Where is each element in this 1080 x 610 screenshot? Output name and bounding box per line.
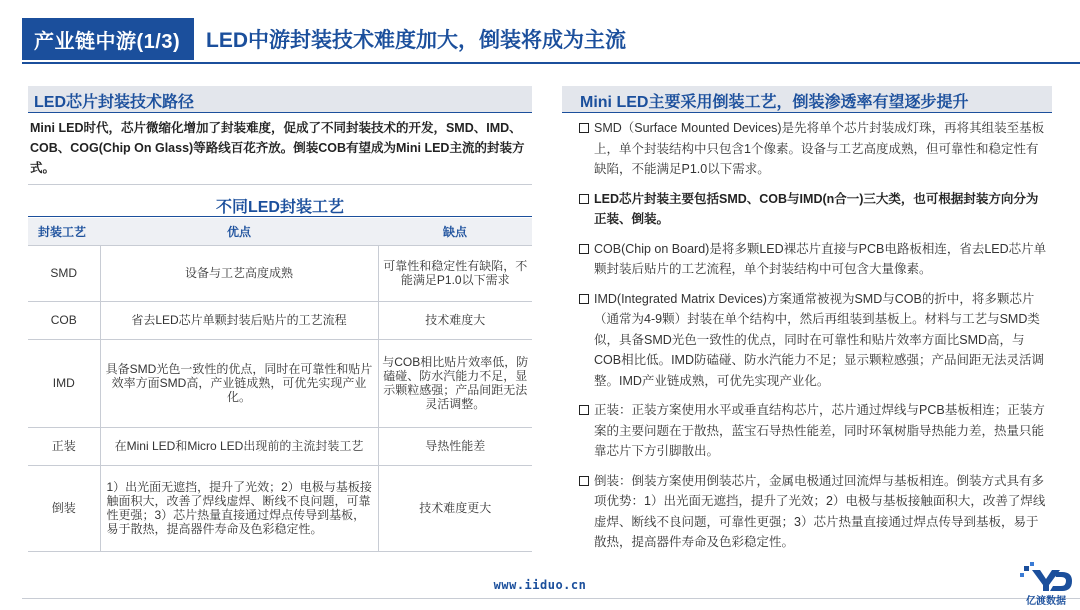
- table-row: [28, 339, 532, 427]
- left-section-underline: [28, 112, 532, 113]
- right-section-title: Mini LED主要采用倒装工艺，倒装渗透率有望逐步提升: [580, 94, 969, 111]
- cell-pros: 1）出光面无遮挡，提升了光效；2）电极与基板接触面积大，改善了焊线虚焊、断线不良问题，可靠性更强；3）芯片热量直接通过焊点传导到基板，易于散热，提高器件寿命及色彩稳定性。: [100, 465, 378, 551]
- table-header-row: [28, 218, 532, 245]
- cell-process: COB: [28, 301, 100, 339]
- bullet-item: [578, 289, 1048, 392]
- bullet-text: COB(Chip on Board)是将多颗LED裸芯片直接与PCB电路板相连，省去LED芯片单颗封装后贴片的工艺流程，单个封装结构中可包含大量像素。: [594, 241, 1047, 276]
- cell-cons: 与COB相比贴片效率低，防磕碰、防水汽能力不足，显示颗粒感强；产品间距无法灵活调整。: [378, 339, 532, 427]
- cell-pros: 设备与工艺高度成熟: [100, 245, 378, 301]
- section-tag-label: 产业链中游(1/3): [34, 31, 181, 53]
- left-section-heading: [28, 86, 532, 112]
- cell-process: 正装: [28, 427, 100, 465]
- cell-process: 倒装: [28, 465, 100, 551]
- bullet-list: [578, 118, 1048, 562]
- cell-pros: 在Mini LED和Micro LED出现前的主流封装工艺: [100, 427, 378, 465]
- checkbox-bullet-icon: [579, 123, 589, 133]
- footer-url: www.iiduo.cn: [493, 578, 587, 592]
- footer-divider: [22, 598, 1080, 599]
- page-title: LED中游封装技术难度加大，倒装将成为主流: [206, 29, 626, 52]
- checkbox-bullet-icon: [579, 476, 589, 486]
- checkbox-bullet-icon: [579, 194, 589, 204]
- bullet-text: 正装：正装方案使用水平或垂直结构芯片，芯片通过焊线与PCB基板相连；正装方案的主要问题在于散热，蓝宝石导热性能差，同时环氧树脂导热能力差，热量只能靠芯片下方引脚散出。: [594, 403, 1045, 458]
- bullet-item: [578, 471, 1048, 553]
- cell-cons: 可靠性和稳定性有缺陷，不能满足P1.0以下需求: [378, 245, 532, 301]
- brand-logo-icon: [1016, 560, 1076, 592]
- bullet-item: [578, 189, 1048, 230]
- table-row: [28, 465, 532, 551]
- bullet-text: 倒装：倒装方案使用倒装芯片，金属电极通过回流焊与基板相连。倒装方式具有多项优势：1）出光面无遮挡，提升了光效；2）电极与基板接触面积大，改善了焊线虚焊、断线不良问题，可靠性更强；3）芯片热量直接通过焊点传导到基板，易于散热，提高器件寿命及色彩稳定性。: [594, 473, 1046, 549]
- bullet-text: SMD（Surface Mounted Devices)是先将单个芯片封装成灯珠，再将其组装至基板上，单个封装结构中只包含1个像素。设备与工艺高度成熟，但可靠性和稳定性有缺陷，不能满足P1.0以下需求。: [594, 121, 1045, 176]
- header-divider: [22, 62, 1080, 64]
- cell-cons: 技术难度更大: [378, 465, 532, 551]
- packaging-comparison-table: [28, 218, 532, 552]
- cell-cons: 技术难度大: [378, 301, 532, 339]
- table-title: 不同LED封装工艺: [215, 199, 344, 216]
- table-row: [28, 427, 532, 465]
- cell-pros: 具备SMD光色一致性的优点，同时在可靠性和贴片效率方面SMD高，产业链成熟，可优先实现产业化。: [100, 339, 378, 427]
- page-header: [0, 0, 1080, 70]
- table-title-underline: [28, 216, 532, 217]
- section-tag: [22, 18, 194, 60]
- checkbox-bullet-icon: [579, 405, 589, 415]
- brand-logo: [1016, 560, 1076, 606]
- bullet-item: [578, 239, 1048, 280]
- header-pros: 优点: [100, 218, 378, 245]
- bullet-text: IMD(Integrated Matrix Devices)方案通常被视为SMD与COB的折中，将多颗芯片（通常为4-9颗）封装在单个结构中，然后再组装到基板上。材料与工艺与SMD类似，具备SMD光色一致性的优点，同时在可靠性和贴片效率方面比SMD高，与COB相比低。IMD防磕碰、防水汽能力不足；显示颗粒感强；产品间距无法灵活调整。IMD产业链成熟，可优先实现产业化。: [594, 291, 1045, 388]
- table-row: [28, 301, 532, 339]
- intro-paragraph: Mini LED时代，芯片微缩化增加了封装难度，促成了不同封装技术的开发，SMD、IMD、COB、COG(Chip On Glass)等路线百花齐放。倒装COB有望成为Mini LED主流的封装方式。: [30, 121, 525, 175]
- checkbox-bullet-icon: [579, 244, 589, 254]
- cell-pros: 省去LED芯片单颗封装后贴片的工艺流程: [100, 301, 378, 339]
- table-row: [28, 245, 532, 301]
- brand-logo-text: 亿渡数据: [1026, 596, 1066, 607]
- cell-process: IMD: [28, 339, 100, 427]
- intro-divider: [28, 184, 532, 185]
- right-section-heading: [562, 86, 1052, 112]
- cell-process: SMD: [28, 245, 100, 301]
- header-process: 封装工艺: [28, 218, 100, 245]
- left-section-title: LED芯片封装技术路径: [34, 94, 195, 111]
- bullet-text: LED芯片封装主要包括SMD、COB与IMD(n合一)三大类，也可根据封装方向分为正装、倒装。: [594, 191, 1039, 226]
- bullet-item: [578, 118, 1048, 180]
- right-section-underline: [562, 112, 1052, 113]
- checkbox-bullet-icon: [579, 294, 589, 304]
- bullet-item: [578, 400, 1048, 462]
- header-cons: 缺点: [378, 218, 532, 245]
- cell-cons: 导热性能差: [378, 427, 532, 465]
